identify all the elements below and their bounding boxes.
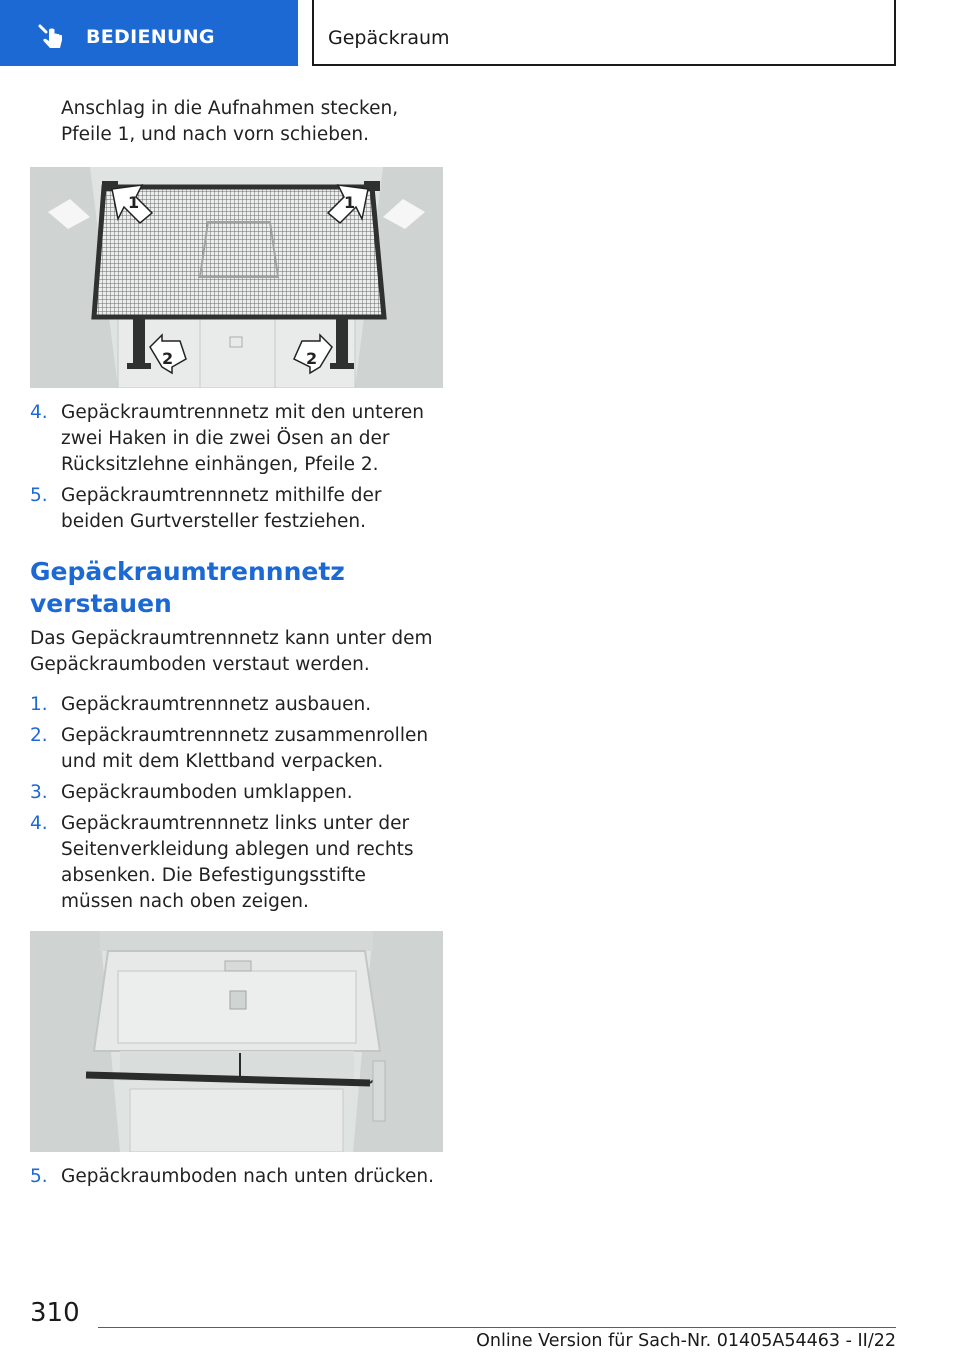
list-item [30, 811, 443, 915]
page-number: 310 [30, 1298, 80, 1328]
page-title-box [312, 0, 896, 66]
step-number: 5. [30, 1166, 48, 1187]
step-text: Gepäckraumtrennnetz links unter der Seitenverkleidung ablegen und rechts absenken. Die Befestigungsstifte müssen nach oben zeigen. [61, 813, 414, 912]
step-number: 5. [30, 485, 48, 506]
page-header [0, 0, 960, 66]
arrow-label-2-right: 2 [306, 349, 318, 368]
step-text: Gepäckraumtrennnetz ausbauen. [61, 694, 372, 715]
cargo-floor-illustration [30, 931, 443, 1152]
step-number: 2. [30, 725, 48, 746]
step-text: Gepäckraumtrennnetz mit den unteren zwei Haken in die zwei Ösen an der Rücksitzlehne einhängen, Pfeile 2. [61, 402, 425, 475]
step-text: Gepäckraumboden nach unten drücken. [61, 1166, 434, 1187]
step-number: 4. [30, 813, 48, 834]
list-item [30, 1164, 443, 1190]
cargo-net-illustration [30, 167, 443, 388]
steps-list-a [30, 400, 443, 535]
figure-cargo-floor [30, 931, 443, 1152]
arrow-label-1-left: 1 [128, 193, 140, 212]
section-heading: Gepäckraumtrennnetz verstauen [30, 557, 345, 618]
step-text: Gepäckraumtrennnetz mithilfe der beiden Gurtversteller festziehen. [61, 485, 382, 532]
main-content [30, 96, 443, 1195]
step-number: 3. [30, 782, 48, 803]
step-text: Gepäckraumboden umklappen. [61, 782, 353, 803]
page-title: Gepäckraum [328, 27, 450, 49]
online-version-note: Online Version für Sach-Nr. 01405A54463 - II/22 [476, 1331, 896, 1351]
pointing-hand-icon [36, 22, 66, 52]
list-item [30, 692, 443, 718]
list-item [30, 400, 443, 478]
footer-divider [98, 1327, 896, 1328]
section-intro: Das Gepäckraumtrennnetz kann unter dem Gepäckraumboden verstaut werden. [30, 628, 433, 675]
step-number: 4. [30, 402, 48, 423]
section-label: BEDIENUNG [86, 26, 215, 48]
step-number: 1. [30, 694, 48, 715]
arrow-label-2-left: 2 [162, 349, 174, 368]
list-item [30, 780, 443, 806]
section-tab[interactable] [0, 0, 298, 66]
intro-line-1: Anschlag in die Aufnahmen stecken, [61, 98, 399, 119]
intro-line-2: Pfeile 1, und nach vorn schieben. [61, 124, 369, 145]
list-item [30, 723, 443, 775]
arrow-label-1-right: 1 [344, 193, 356, 212]
steps-list-c [30, 1164, 443, 1190]
steps-list-b [30, 692, 443, 915]
step-text: Gepäckraumtrennnetz zusammenrollen und mit dem Klettband verpacken. [61, 725, 429, 772]
list-item [30, 483, 443, 535]
figure-cargo-net-install [30, 167, 443, 388]
